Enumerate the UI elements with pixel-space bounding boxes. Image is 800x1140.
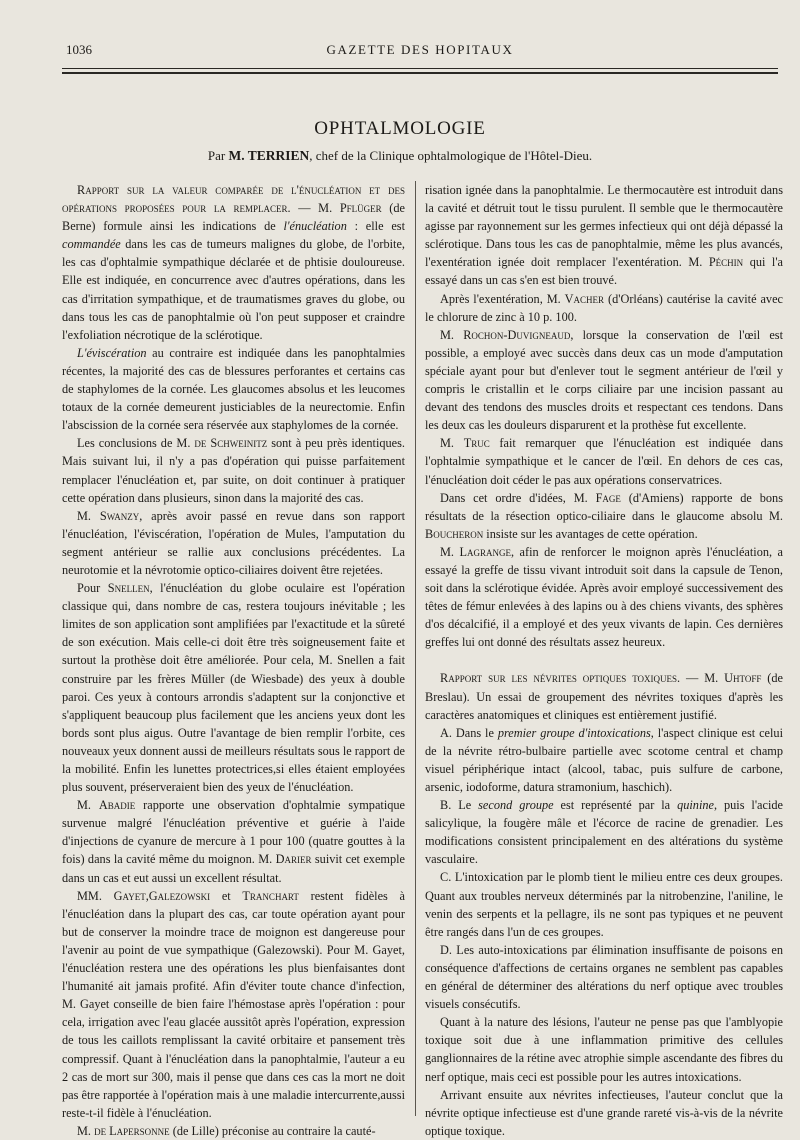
text: sont à peu près identiques. Mais suivant lui, il n'y a pas d'opération qui puisse parfaitement remplacer l'énucléation et, par suite, on doit continuer à pratiquer cette opération dans plusieurs, sinon dans la majorité des cas.	[62, 436, 405, 505]
header-rule-thin	[62, 68, 778, 69]
text: M.	[77, 1123, 95, 1138]
text: qui l'a essayé dans un cas s'en est bien trouvé.	[425, 255, 784, 288]
byline-author: M. TERRIEN	[228, 148, 310, 163]
paragraph	[425, 543, 783, 652]
journal-name: GAZETTE DES HOPITAUX	[326, 42, 514, 57]
report-heading: Rapport sur la valeur comparée de l'énucléation et des opérations proposées pour la remplacer.	[62, 183, 405, 216]
text: (de Lille) préconise au contraire la cauté-	[169, 1123, 376, 1138]
text: (d'Amiens) rapporte de bons résultats de la résection optico-ciliaire dans le glaucome absolu M.	[425, 490, 783, 523]
paragraph	[62, 796, 405, 886]
paragraph	[62, 579, 405, 796]
text: , l'aspect clinique est celui de la névrite rétro-bulbaire partielle avec scotome central et champ visuel périphérique intact (alcool, tabac, puis sulfure de carbone, arsenic, iodoforme, datura stramonium, haschich).	[425, 725, 783, 794]
paragraph	[425, 669, 783, 723]
text: M.	[440, 544, 460, 559]
text: : elle est	[346, 219, 405, 234]
text: Quant à la nature des lésions, l'auteur ne pense pas que l'amblyopie toxique soit due à une inflammation primitive des cellules ganglionnaires de la rétine avec atrophie simple ascendante des fibres du nerf optique, mais ceci est possible pour les autres intoxications.	[425, 1015, 783, 1084]
text: risation ignée dans la panophtalmie. Le thermocautère est introduit dans la cavité et détruit tout le tissu purulent. Il semble que le thermocautère agisse par rayonnement sur les germes infectieux qui ont déjà dépassé la sclérotique. Dans tous les cas de panophtalmie, même les plus avancés, l'exentération ignée doit remplacer l'exentération. M.	[425, 183, 783, 270]
text: au contraire est indiquée dans les panophtalmies récentes, la majorité des cas de blessures perforantes et certains cas de staphylomes de la cornée. Les glaucomes absolus et les leucomes totaux de la cornée demeurent justiciables de la neurectomie. Enfin l'abscission de la cornée sera réservée aux staphylomes de la cornée.	[62, 345, 405, 433]
byline	[0, 148, 800, 164]
paragraph	[62, 434, 405, 506]
text: (de Berne) formule ainsi les indications de	[62, 201, 405, 234]
byline-prefix: Par	[207, 148, 226, 163]
text: , lorsque la conservation de l'œil est possible, a employé avec succès dans deux cas un mode d'amputation spéciale ayant pour but d'enlever tout le segment antérieur de l'œil y compris le cristallin et le corps ciliaire par une incision passant au devant des tendons des muscles droits et respectant ces tendons. Dans les deux cas les douleurs disparurent et la prothèse fut excellente.	[425, 327, 783, 433]
emphasis: quinine	[677, 798, 714, 813]
text: — M.	[290, 201, 340, 216]
author-name: Uhtoff	[724, 671, 762, 686]
paragraph	[425, 724, 783, 796]
author-name: Péchin	[708, 255, 744, 270]
text: Dans cet ordre d'idées, M.	[440, 490, 596, 505]
author-name: Abadie	[98, 798, 136, 813]
paragraph	[425, 434, 783, 488]
section-title: OPHTALMOLOGIE	[314, 118, 486, 139]
paragraph	[425, 1013, 783, 1085]
emphasis: commandée	[62, 237, 121, 252]
text: Pour	[77, 581, 108, 596]
paragraph	[62, 344, 405, 434]
author-name: Boucheron	[425, 526, 484, 541]
text: , puis l'acide salicylique, la fougère mâle et l'écorce de racine de grenadier. Les modifications consistent principalement en des altérations du système vasculaire.	[425, 798, 783, 867]
text: M.	[77, 508, 100, 523]
author-name: de Schweinitz	[194, 436, 268, 451]
emphasis: L'éviscération	[77, 345, 147, 360]
text: (de Breslau). Un essai de groupement des névrites toxiques d'après les caractères anatomiques et cliniques est entièrement justifié.	[425, 671, 783, 722]
text: restent fidèles à l'énucléation dans la plupart des cas, car toute opération ayant pour but de conserver la moindre trace de moignon est dangereuse pour l'avenir au point de vue sympathique (Galezowski). Pour M. Gayet, l'énucléation restera une des opérations les plus bienfaisantes dont l'humanité ait jamais profité. Afin d'éviter toute chance d'infection, M. Gayet conseille de bien faire l'hémostase après l'opération : pour cela, irrigation avec l'eau glacée aussitôt après l'opération, expression de tous les caillots remplissant la cavité orbitaire et pansement très compressif. Quant à l'énucléation dans la panophtalmie, l'auteur a eu 2 cas de mort sur 300, mais il pense que dans ces cas la mort ne doit pas être rapportée à l'opération mais à une maladie intercurrente,aussi reste-t-il fidèle à l'énucléation.	[62, 888, 405, 1120]
paragraph	[425, 941, 783, 1013]
author-name: de Lapersonne	[94, 1123, 170, 1138]
running-header	[62, 42, 778, 60]
byline-suffix: , chef de la Clinique ophtalmologique de l'Hôtel-Dieu.	[309, 148, 593, 163]
text: , afin de renforcer le moignon après l'énucléation, a essayé la greffe de tissu vivant introduit soit dans la capsule de Tenon, soit dans la sclérotique évidée. Après avoir employé successivement des têtes de fémur enlevées à des lapins ou à des chiens vivants, des sphères d'os décalcifié, il a employé et des yeux vivants de lapin. Ces dernières greffes lui ont donné des résultats assez heureux.	[425, 544, 783, 650]
column-divider	[415, 181, 416, 1116]
text: C. L'intoxication par le plomb tient le milieu entre ces deux groupes. Quant aux troubles nerveux déterminés par la nitrobenzine, l'aniline, le venin des serpents et la pellagre, ils ne sont pas typiques et ne peuvent être rangés dans l'un de ces groupes.	[425, 870, 783, 939]
text: est représenté par la	[553, 798, 678, 813]
paragraph	[425, 181, 783, 290]
author-name: Swanzy	[99, 508, 140, 523]
emphasis: l'énucléation	[283, 219, 347, 234]
text: suivit cet exemple dans un cas et eut aussi un excellent résultat.	[62, 852, 405, 885]
paragraph	[425, 326, 783, 435]
paragraph	[425, 489, 783, 543]
text: M.	[440, 436, 464, 451]
author-name: Tranchart	[242, 888, 299, 903]
text: , après avoir passé en revue dans son rapport l'énucléation, l'éviscération, l'opération de Mules, l'amputation du segment antérieur se rallie aux conclusions précédentes. La neurotomie et la névrotomie optico-ciliaires doivent être rejetées.	[62, 508, 406, 577]
paragraph	[62, 181, 405, 344]
text: et	[210, 888, 243, 903]
author-name: Lagrange	[459, 544, 511, 559]
paragraph	[425, 290, 783, 326]
text: (d'Orléans) cautérise la cavité avec le chlorure de zinc à 10 p. 100.	[425, 291, 783, 324]
emphasis: premier groupe d'intoxications	[497, 725, 651, 740]
author-name: Pflüger	[339, 201, 382, 216]
text: — M.	[680, 671, 725, 686]
author-name: Rochon-Duvigneaud	[463, 327, 571, 342]
text: ,	[145, 888, 149, 903]
author-name: Gayet	[113, 888, 146, 903]
page-number: 1036	[66, 42, 92, 57]
paragraph	[62, 1122, 405, 1140]
left-column	[62, 181, 405, 1140]
author-name: Truc	[463, 436, 490, 451]
text: Les conclusions de M.	[77, 436, 195, 451]
emphasis: second groupe	[478, 798, 554, 813]
paragraph	[425, 796, 783, 868]
text: dans les cas de tumeurs malignes du globe, de l'orbite, les cas d'ophtalmie sympathique déclarée et de phtisie douloureuse. Elle est indiquée, en concurrence avec d'autres opérations, dans les cas d'irritation sympathique, et de traumatismes graves du globe, ou dans tous les cas de panophtalmie où l'on peut supposer et craindre l'exfoliation nécrotique de la sclérotique.	[62, 237, 405, 342]
text: rapporte une observation d'ophtalmie sympatique survenue malgré l'énucléation préventive et guérie à l'aide d'injections de cyanure de mercure à 1 pour 100 (quatre gouttes à la fois) dans la cavité même du moignon. M.	[62, 798, 405, 867]
report-heading: Rapport sur les névrites optiques toxiques.	[440, 671, 681, 686]
text: B. Le	[440, 798, 479, 813]
text: fait remarquer que l'énucléation est indiquée dans l'ophtalmie sympathique et le cancer de l'œil. En dehors de ces cas, l'énucléation doit céder le pas aux opérations conservatrices.	[425, 436, 784, 487]
author-name: Snellen	[107, 581, 150, 596]
text: insiste sur les avantages de cette opération.	[483, 526, 698, 541]
paragraph	[62, 887, 405, 1122]
right-column	[425, 181, 783, 1140]
author-name: Fage	[595, 490, 621, 505]
paragraph	[425, 868, 783, 940]
author-name: Darier	[275, 852, 312, 867]
text: D. Les auto-intoxications par élimination insuffisante de poisons en conséquence d'affections de certains organes ne semblent pas capables en général de déterminer des altérations du nerf optique avec troubles visuels consécutifs.	[425, 942, 783, 1012]
text: Arrivant ensuite aux névrites infectieuses, l'auteur conclut que la névrite optique infectieuse est d'une grande rareté vis-à-vis de la névrite optique toxique.	[425, 1087, 783, 1138]
text: A. Dans le	[440, 725, 498, 740]
author-name: Galezowski	[148, 888, 211, 903]
text: M.	[440, 327, 464, 342]
author-name: Vacher	[564, 291, 605, 306]
text: M.	[77, 798, 99, 813]
paragraph	[425, 1086, 783, 1140]
text: MM.	[77, 888, 114, 903]
text: Après l'exentération, M.	[440, 291, 565, 306]
paragraph	[62, 507, 405, 579]
text: , l'énucléation du globe oculaire est l'opération classique qui, dans nombre de cas, restera toujours inévitable ; les limites de son application sont amplifiées par l'exactitude et la sûreté de son exécution. Mais celle-ci doit être très soigneusement faite et surtout la prothèse doit être améliorée. Pour cela, M. Snellen a fait construire par les frères Müller (de Wiesbade) des yeux à double paroi. Ces yeux à contours arrondis s'adaptent sur la conjonctive et s'appliquent beaucoup plus facilement que les anciens yeux dont les bords sont plus aigus. Outre l'avantage de bien remplir l'orbite, ces nouveaux yeux donnent aussi de meilleurs résultats sous le rapport de la mobilité. Enfin les lunettes protectrices,si elles étaient employées plus souvent, préserveraient bien des yeux de l'énucléation.	[62, 581, 405, 795]
header-rule-thick	[62, 72, 778, 74]
